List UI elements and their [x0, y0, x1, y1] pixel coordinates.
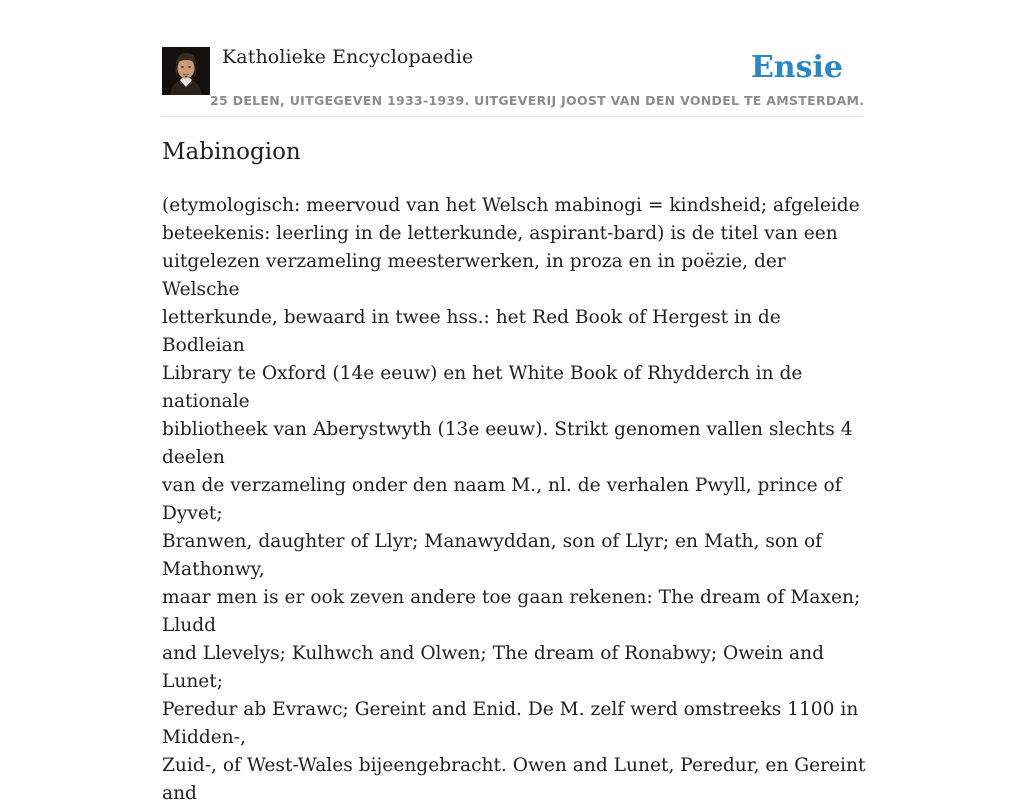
author-portrait-avatar[interactable] [162, 47, 210, 95]
entry-body-text: (etymologisch: meervoud van het Welsch mabinogi = kindsheid; afgeleide beteekenis: leerling in de letterkunde, aspirant-bard) is de titel van een uitgelezen verzameling meesterwerken, in proza en in poëzie, der Welsche letterkunde, bewaard in twee hss.: het Red Book of Hergest in de Bodleian Library te Oxford (14e eeuw) en het White Book of Rhydderch in de nationale bibliotheek van Aberystwyth (13e eeuw). Strikt genomen vallen slechts 4 deelen van de verzameling onder den naam M., nl. de verhalen Pwyll, prince of Dyvet; Branwen, daughter of Llyr; Manawyddan, son of Llyr; en Math, son of Mathonwy, maar men is er ook zeven andere toe gaan rekenen: The dream of Maxen; Lludd and Llevelys; Kulhwch and Olwen; The dream of Ronabwy; Owein and Lunet; Peredur ab Evrawc; Gereint and Enid. De M. zelf werd omstreeks 1100 in Midden-, Zuid-, of West-Wales bijeengebracht. Owen and Lunet, Peredur, en Gereint and [162, 195, 866, 804]
ensie-logo-link[interactable]: Ensie [750, 50, 843, 85]
book-header [162, 44, 865, 117]
portrait-image [162, 47, 210, 95]
book-subtitle: 25 DELEN, UITGEGEVEN 1933-1939. UITGEVERIJ JOOST VAN DEN VONDEL TE AMSTERDAM. [210, 93, 865, 108]
entry-title: Mabinogion [162, 139, 301, 165]
book-title[interactable]: Katholieke Encyclopaedie [222, 46, 474, 68]
